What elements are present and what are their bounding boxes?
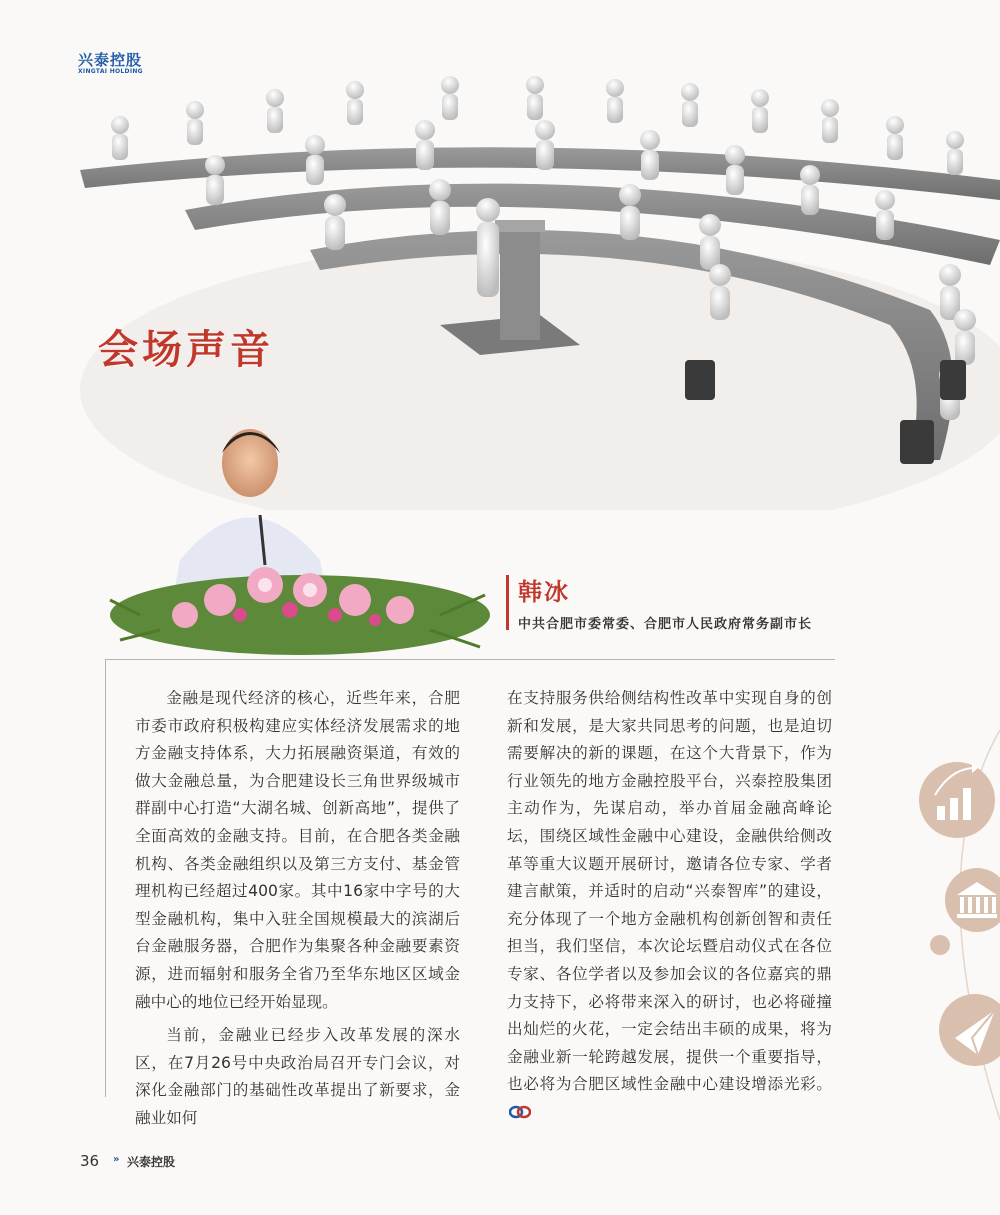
logo-cn: 兴泰控股	[78, 51, 143, 69]
article-column-2	[507, 685, 832, 1127]
section-title: 会场声音	[98, 326, 274, 373]
footer-arrow-icon: »	[113, 1154, 120, 1165]
paragraph-3-text: 在支持服务供给侧结构性改革中实现自身的创新和发展，是大家共同思考的问题，也是迫切需要解决的新的课题，在这个大背景下，作为行业领先的地方金融控股平台，兴泰控股集团主动作为，先谋启动，举办首届金融高峰论坛，围绕区域性金融中心建设，金融供给侧改革等重大议题开展研讨，邀请各位专家、学者建言献策，并适时的启动“兴泰智库”的建设，充分体现了一个地方金融机构创新创智和责任担当，我们坚信，本次论坛暨启动仪式在各位专家、各位学者以及参加会议的各位嘉宾的鼎力支持下，必将带来深入的研讨，也必将碰撞出灿烂的火花，一定会结出丰硕的成果，将为金融业新一轮跨越发展，提供一个重要指导，也必将为合肥区域性金融中心建设增添光彩。	[507, 689, 832, 1094]
paragraph-1: 金融是现代经济的核心，近些年来，合肥市委市政府积极构建应实体经济发展需求的地方金融支持体系，大力拓展融资渠道，有效的做大金融总量，为合肥建设长三角世界级城市群副中心打造“大湖名城、创新高地”，提供了全面高效的金融支持。目前，在合肥各类金融机构、各类金融组织以及第三方支付、基金管理机构已经超过400家。其中16家中字号的大型金融机构，集中入驻全国规模最大的滨湖后台金融服务器，合肥作为集聚各种金融要素资源，进而辐射和服务全省乃至华东地区区域金融中心的地位已经开始显现。	[135, 689, 460, 1011]
vertical-rule	[105, 659, 106, 1097]
speaker-photo	[100, 415, 495, 665]
end-mark-icon	[509, 1105, 531, 1119]
paper-plane-icon	[939, 994, 1000, 1066]
speaker-name: 韩冰	[518, 578, 570, 606]
paragraph-2: 当前，金融业已经步入改革发展的深水区，在7月26号中央政治局召开专门会议，对深化金融部门的基础性改革提出了新要求，金融业如何	[135, 1026, 460, 1127]
footer-brand: 兴泰控股	[127, 1155, 176, 1169]
speaker-title: 中共合肥市委常委、合肥市人民政府常务副市长	[518, 617, 813, 632]
bank-icon	[945, 868, 1000, 932]
horizontal-rule	[105, 659, 835, 660]
growth-chart-icon	[919, 762, 995, 838]
paragraph-3	[507, 685, 832, 1127]
article-column-1	[135, 685, 460, 1133]
speaker-accent-bar	[506, 575, 509, 630]
page-number: 36	[80, 1152, 100, 1170]
side-decoration	[900, 720, 1000, 1120]
logo-en: XINGTAI HOLDING	[78, 68, 143, 75]
